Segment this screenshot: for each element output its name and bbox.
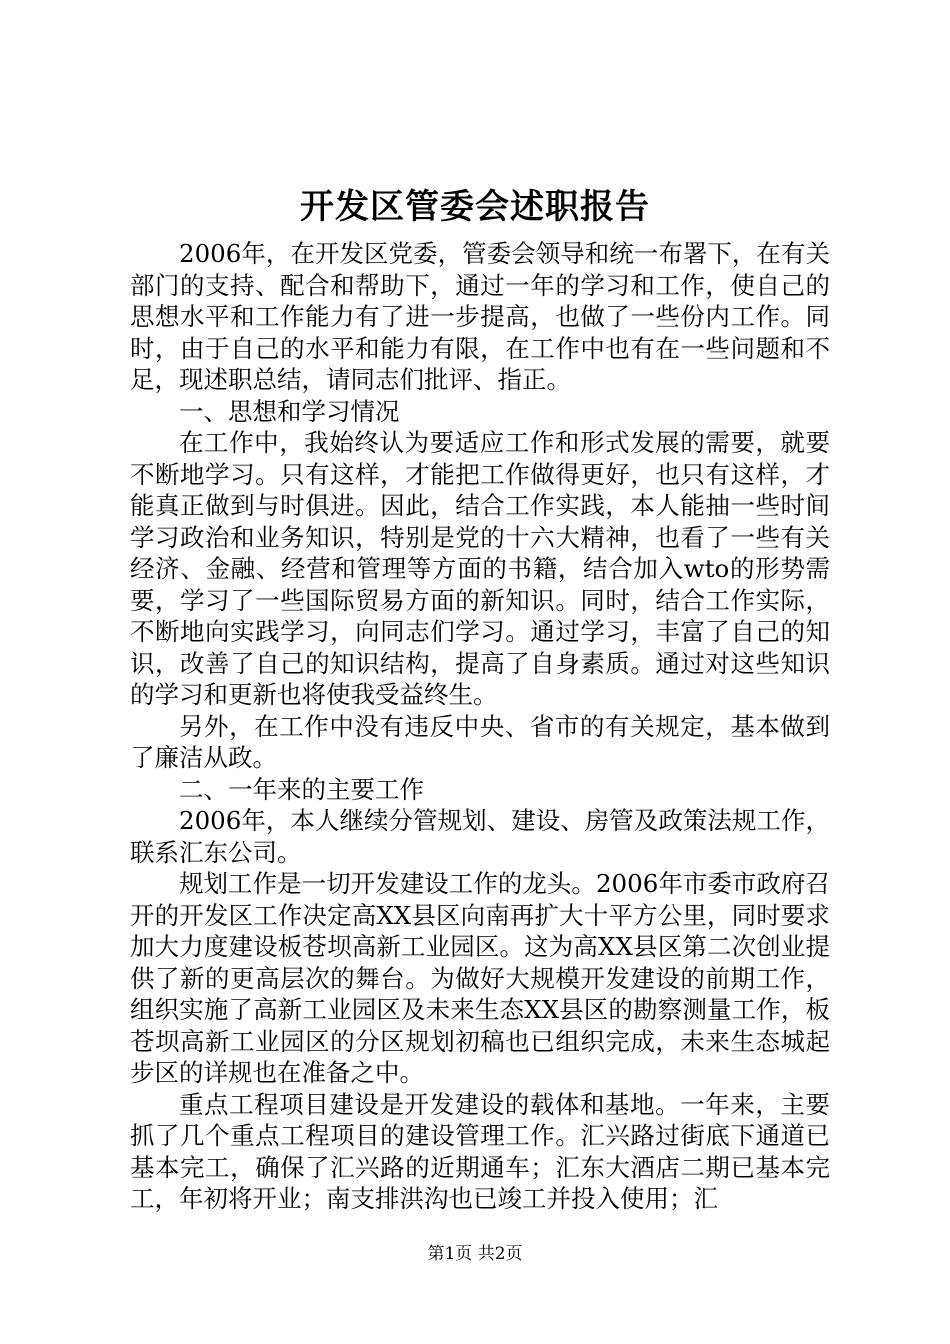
paragraph-planning: 规划工作是一切开发建设工作的龙头。2006年市委市政府召开的开发区工作决定高XX县区向南再扩大十平方公里，同时要求加大力度建设板苍坝高新工业园区。这为高XX县区第二次创业提供了新的更高层次的舞台。为做好大规模开发建设的前期工作，组织实施了高新工业园区及未来生态XX县区的勘察测量工作，板苍坝高新工业园区的分区规划初稿也已组织完成，未来生态城起步区的详规也在准备之中。 (130, 869, 830, 1087)
paragraph-responsibilities: 2006年，本人继续分管规划、建设、房管及政策法规工作，联系汇东公司。 (130, 806, 830, 867)
paragraph-integrity: 另外，在工作中没有违反中央、省市的有关规定，基本做到了廉洁从政。 (130, 711, 830, 772)
paragraph-intro: 2006年，在开发区党委，管委会领导和统一布署下，在有关部门的支持、配合和帮助下，通过一年的学习和工作，使自己的思想水平和工作能力有了进一步提高，也做了一些份内工作。同时，由于自己的水平和能力有限，在工作中也有在一些问题和不足，现述职总结，请同志们批评、指正。 (130, 239, 830, 394)
section-heading-2: 二、一年来的主要工作 (179, 774, 424, 804)
paragraph-key-projects: 重点工程项目建设是开发建设的载体和基地。一年来，主要抓了几个重点工程项目的建设管理工作。汇兴路过街底下通道已基本完工，确保了汇兴路的近期通车；汇东大酒店二期已基本完工，年初将开业；南支排洪沟也已竣工并投入使用；汇 (130, 1089, 830, 1213)
document-body (130, 238, 830, 1215)
paragraph-study: 在工作中，我始终认为要适应工作和形式发展的需要，就要不断地学习。只有这样，才能把工作做得更好，也只有这样，才能真正做到与时俱进。因此，结合工作实践，本人能抽一些时间学习政治和业务知识，特别是党的十六大精神，也看了一些有关经济、金融、经营和管理等方面的书籍，结合加入wto的形势需要，学习了一些国际贸易方面的新知识。同时，结合工作实际，不断地向实践学习，向同志们学习。通过学习，丰富了自己的知识，改善了自己的知识结构，提高了自身素质。通过对这些知识的学习和更新也将使我受益终生。 (130, 428, 830, 709)
page-number-footer: 第1页 共2页 (427, 1244, 523, 1264)
section-heading-1: 一、思想和学习情况 (179, 396, 400, 426)
document-title: 开发区管委会述职报告 (300, 187, 650, 227)
